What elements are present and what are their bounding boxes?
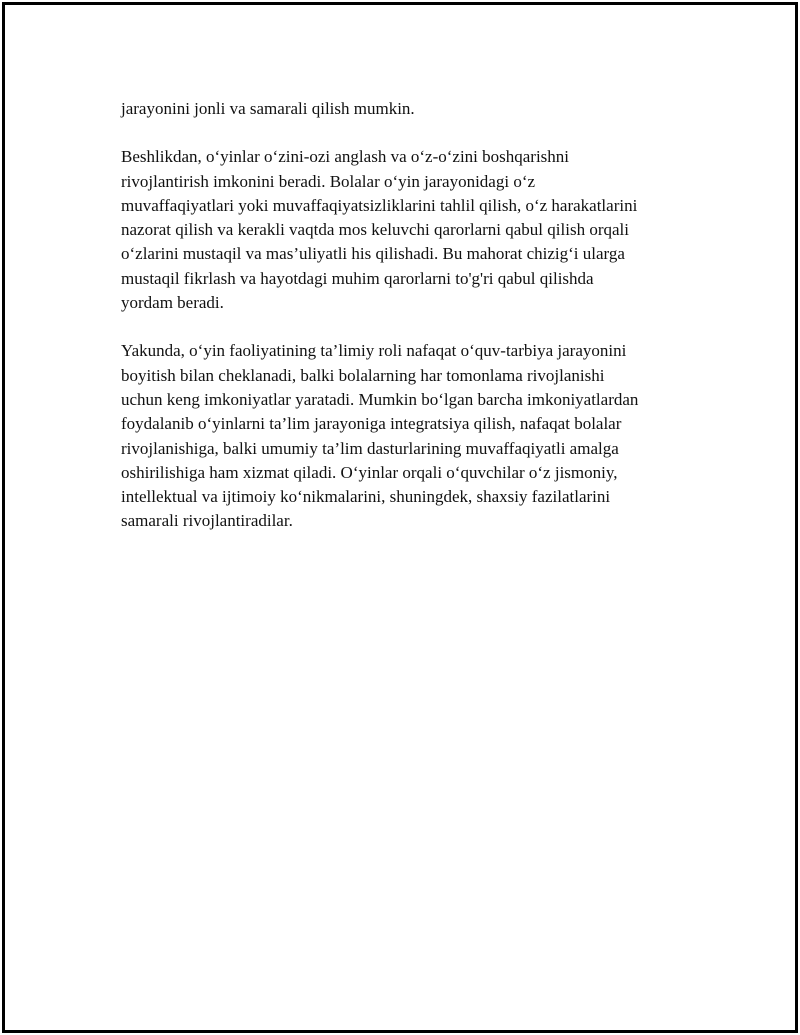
document-body (121, 97, 701, 558)
page-border (2, 2, 798, 1033)
paragraph-3: Yakunda, o‘yin faoliyatining ta’limiy roli nafaqat o‘quv-tarbiya jarayonini boyitish bilan cheklanadi, balki bolalarning har tomonlama rivojlanishi uchun keng imkoniyatlar yaratadi. Mumkin bo‘lgan barcha imkoniyatlardan foydalanib o‘yinlarni ta’lim jarayoniga integratsiya qilish, nafaqat bolalar rivojlanishiga, balki umumiy ta’lim dasturlarining muvaffaqiyatli amalga oshirilishiga ham xizmat qiladi. O‘yinlar orqali o‘quvchilar o‘z jismoniy, intellektual va ijtimoiy ko‘nikmalarini, shuningdek, shaxsiy fazilatlarini samarali rivojlantiradilar. (121, 341, 639, 531)
paragraph-1: jarayonini jonli va samarali qilish mumkin. (121, 99, 415, 118)
paragraph-2: Beshlikdan, o‘yinlar o‘zini-ozi anglash va o‘z-o‘zini boshqarishni rivojlantirish imkonini beradi. Bolalar o‘yin jarayonidagi o‘z muvaffaqiyatlari yoki muvaffaqiyatsizliklarini tahlil qilish, o‘z harakatlarini nazorat qilish va kerakli vaqtda mos keluvchi qarorlarni qabul qilish orqali o‘zlarini mustaqil va mas’uliyatli his qilishadi. Bu mahorat chizig‘i ularga mustaqil fikrlash va hayotdagi muhim qarorlarni to'g'ri qabul qilishda yordam beradi. (121, 147, 638, 313)
